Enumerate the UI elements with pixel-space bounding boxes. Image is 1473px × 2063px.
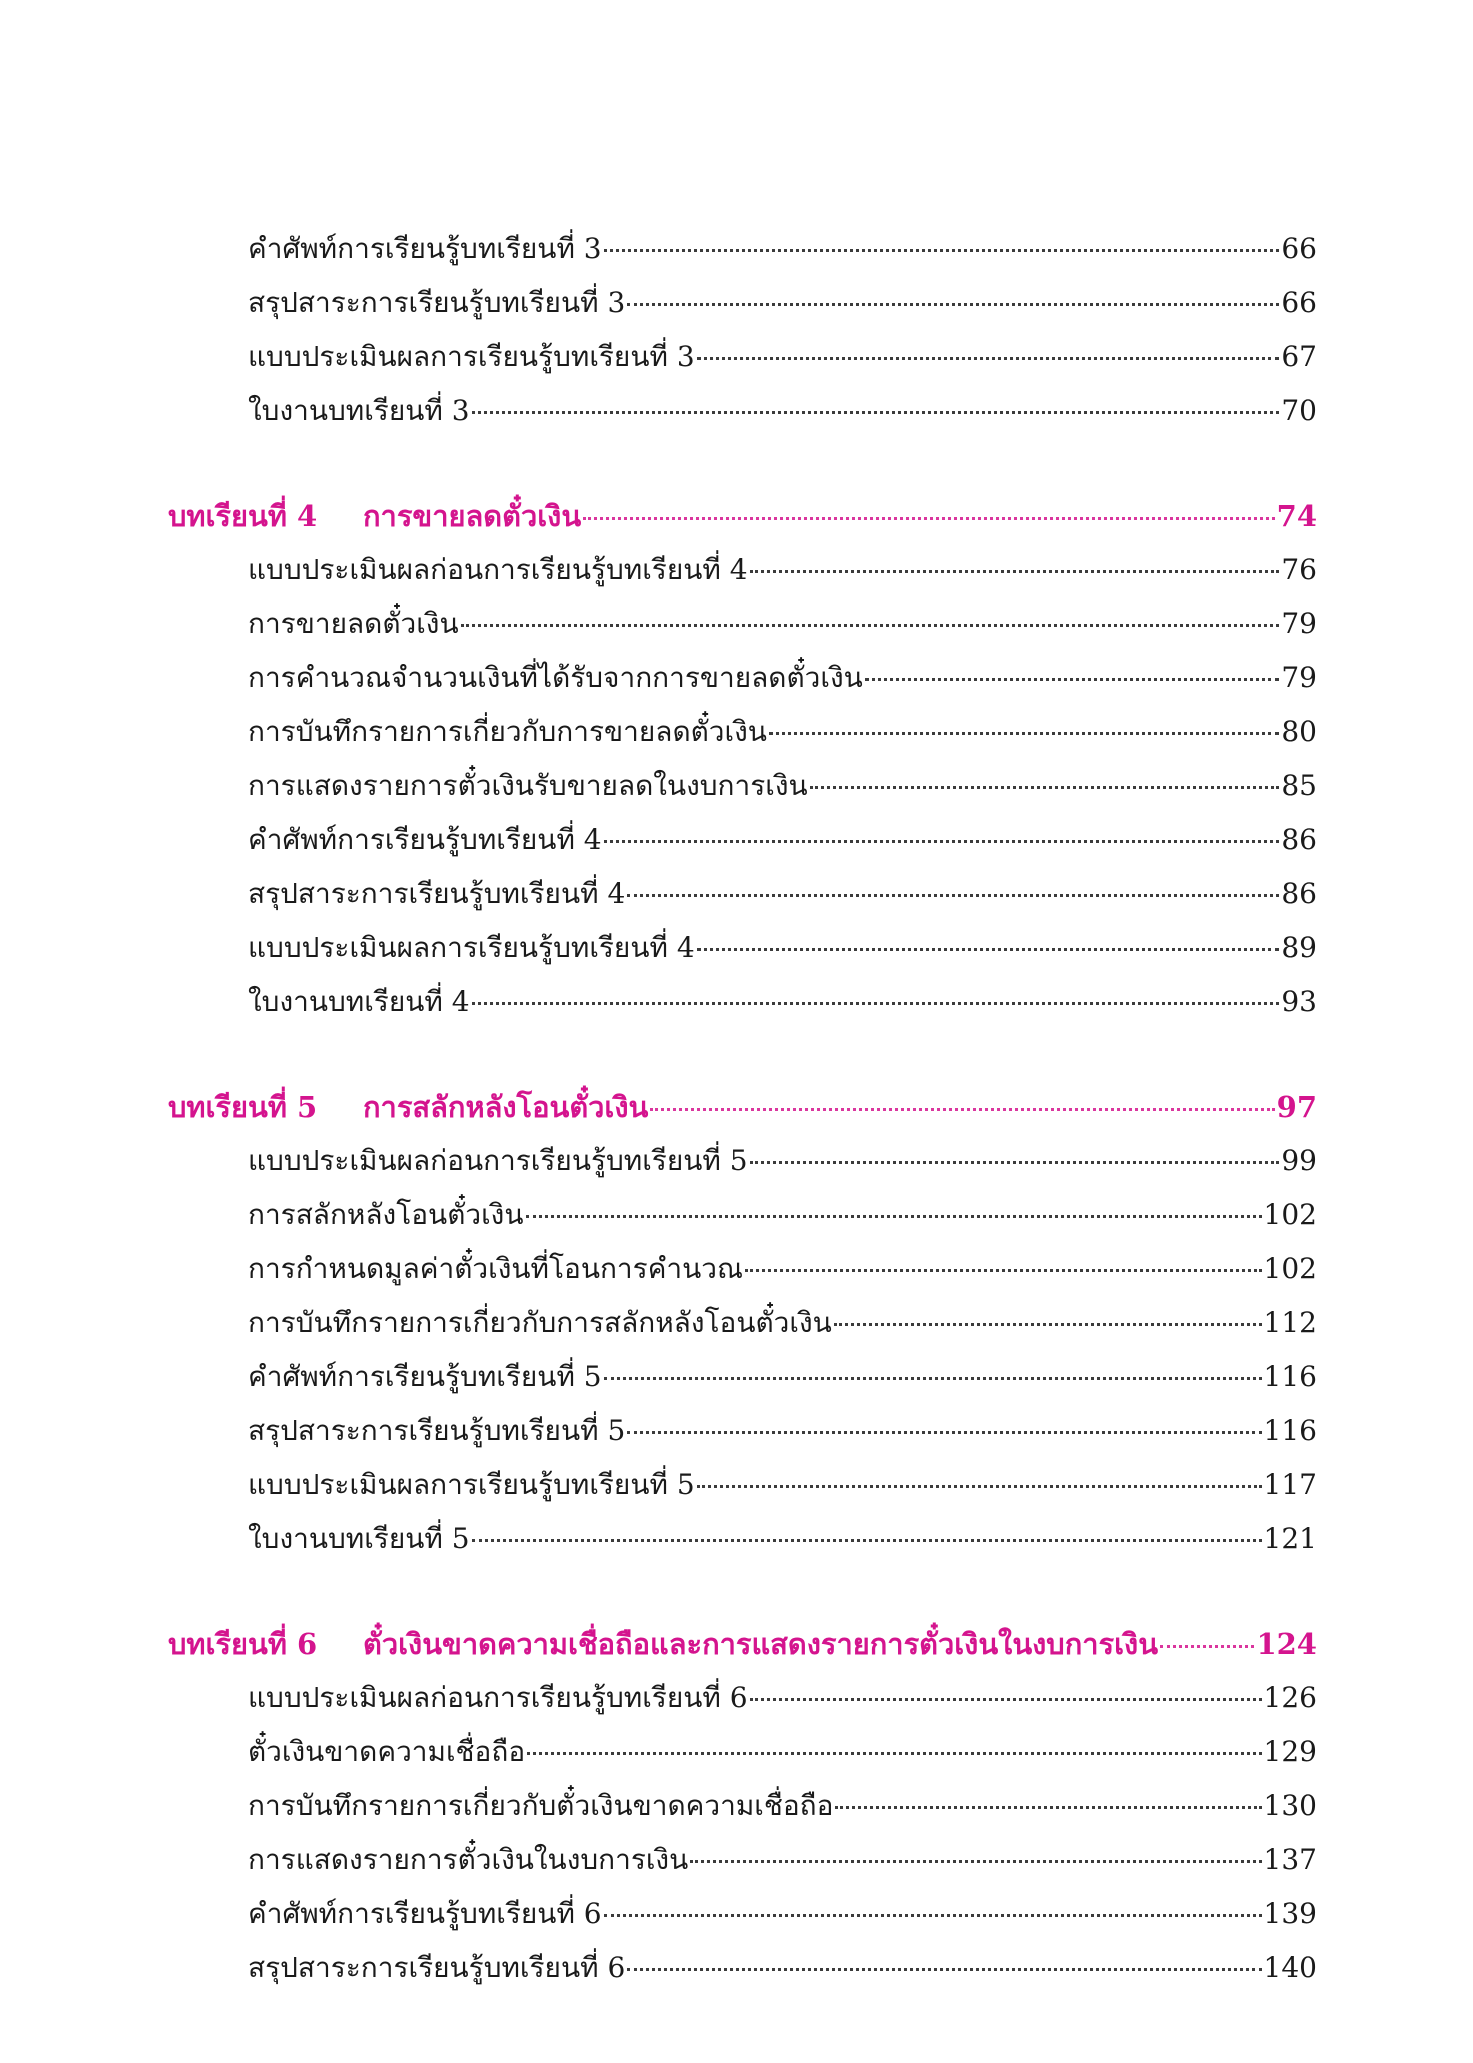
dot-leader xyxy=(1160,1645,1254,1648)
entry-title: ใบงานบทเรียนที่ 5 xyxy=(248,1522,470,1555)
toc-entry[interactable] xyxy=(168,1134,1317,1188)
entry-title: คำศัพท์การเรียนรู้บทเรียนที่ 4 xyxy=(248,823,602,856)
dot-leader xyxy=(650,1108,1274,1111)
toc-entry[interactable] xyxy=(168,921,1317,975)
entry-title: การกำหนดมูลค่าตั๋วเงินที่โอนการคำนวณ xyxy=(248,1252,743,1285)
dot-leader xyxy=(769,732,1279,735)
dot-leader xyxy=(750,570,1280,573)
dot-leader xyxy=(834,1323,1262,1326)
page-number: 89 xyxy=(1281,931,1317,964)
page-number: 97 xyxy=(1276,1090,1317,1124)
dot-leader xyxy=(472,411,1280,414)
entry-title: ตั๋วเงินขาดความเชื่อถือ xyxy=(248,1735,526,1768)
entry-title: การบันทึกรายการเกี่ยวกับการขายลดตั๋วเงิน xyxy=(248,715,767,748)
dot-leader xyxy=(472,1002,1280,1005)
toc-entry[interactable] xyxy=(168,1242,1317,1296)
toc-entry[interactable] xyxy=(168,759,1317,813)
entry-title: การบันทึกรายการเกี่ยวกับการสลักหลังโอนตั๋วเงิน xyxy=(248,1306,832,1339)
toc-entry[interactable] xyxy=(168,1458,1317,1512)
entry-title: การบันทึกรายการเกี่ยวกับตั๋วเงินขาดความเชื่อถือ xyxy=(248,1789,834,1822)
chapter-heading[interactable] xyxy=(168,1617,1317,1671)
dot-leader xyxy=(697,1485,1262,1488)
table-of-contents xyxy=(168,222,1317,1995)
chapter-number: บทเรียนที่ 5 xyxy=(168,1090,318,1124)
page-number: 117 xyxy=(1263,1468,1317,1501)
toc-entry[interactable] xyxy=(168,705,1317,759)
toc-entry[interactable] xyxy=(168,813,1317,867)
toc-section xyxy=(168,1080,1317,1566)
toc-entry[interactable] xyxy=(168,1671,1317,1725)
entry-title: แบบประเมินผลการเรียนรู้บทเรียนที่ 4 xyxy=(248,931,695,964)
page-number: 102 xyxy=(1263,1252,1317,1285)
dot-leader xyxy=(697,357,1280,360)
toc-entry[interactable] xyxy=(168,867,1317,921)
toc-entry[interactable] xyxy=(168,1725,1317,1779)
toc-entry[interactable] xyxy=(168,1404,1317,1458)
toc-entry[interactable] xyxy=(168,1350,1317,1404)
chapter-title: การสลักหลังโอนตั๋วเงิน xyxy=(363,1090,649,1124)
toc-section xyxy=(168,1617,1317,1995)
dot-leader xyxy=(750,1698,1262,1701)
toc-section xyxy=(168,489,1317,1029)
page-number: 86 xyxy=(1281,877,1317,910)
dot-leader xyxy=(690,1860,1261,1863)
dot-leader xyxy=(835,1806,1261,1809)
entry-title: ใบงานบทเรียนที่ 4 xyxy=(248,985,470,1018)
dot-leader xyxy=(472,1539,1262,1542)
page-number: 137 xyxy=(1263,1843,1317,1876)
page-number: 116 xyxy=(1263,1360,1317,1393)
dot-leader xyxy=(627,303,1279,306)
page-number: 74 xyxy=(1276,499,1317,533)
entry-title: แบบประเมินผลก่อนการเรียนรู้บทเรียนที่ 4 xyxy=(248,553,748,586)
page-number: 112 xyxy=(1263,1306,1317,1339)
toc-entry[interactable] xyxy=(168,651,1317,705)
page-number: 93 xyxy=(1281,985,1317,1018)
chapter-heading[interactable] xyxy=(168,489,1317,543)
entry-title: สรุปสาระการเรียนรู้บทเรียนที่ 5 xyxy=(248,1414,626,1447)
entry-title: แบบประเมินผลก่อนการเรียนรู้บทเรียนที่ 5 xyxy=(248,1144,748,1177)
entry-title: คำศัพท์การเรียนรู้บทเรียนที่ 3 xyxy=(248,232,602,265)
page-number: 86 xyxy=(1281,823,1317,856)
entry-title: สรุปสาระการเรียนรู้บทเรียนที่ 6 xyxy=(248,1951,626,1984)
toc-entry[interactable] xyxy=(168,222,1317,276)
toc-entry[interactable] xyxy=(168,1512,1317,1566)
dot-leader xyxy=(627,1431,1261,1434)
dot-leader xyxy=(527,1752,1261,1755)
entry-title: แบบประเมินผลการเรียนรู้บทเรียนที่ 3 xyxy=(248,340,695,373)
dot-leader xyxy=(627,1968,1261,1971)
dot-leader xyxy=(745,1269,1262,1272)
page-number: 126 xyxy=(1263,1681,1317,1714)
page-number: 124 xyxy=(1256,1627,1317,1661)
toc-entry[interactable] xyxy=(168,1887,1317,1941)
toc-entry[interactable] xyxy=(168,1188,1317,1242)
dot-leader xyxy=(604,249,1280,252)
entry-title: การขายลดตั๋วเงิน xyxy=(248,607,459,640)
entry-title: แบบประเมินผลก่อนการเรียนรู้บทเรียนที่ 6 xyxy=(248,1681,748,1714)
chapter-title: การขายลดตั๋วเงิน xyxy=(363,499,582,533)
dot-leader xyxy=(461,624,1280,627)
toc-entry[interactable] xyxy=(168,276,1317,330)
entry-title: ใบงานบทเรียนที่ 3 xyxy=(248,394,470,427)
dot-leader xyxy=(697,948,1280,951)
page-number: 139 xyxy=(1263,1897,1317,1930)
toc-entry[interactable] xyxy=(168,1779,1317,1833)
chapter-title: ตั๋วเงินขาดความเชื่อถือและการแสดงรายการตั๋วเงินในงบการเงิน xyxy=(363,1627,1159,1661)
toc-entry[interactable] xyxy=(168,1833,1317,1887)
page-number: 66 xyxy=(1281,232,1317,265)
dot-leader xyxy=(865,678,1280,681)
entry-title: คำศัพท์การเรียนรู้บทเรียนที่ 6 xyxy=(248,1897,602,1930)
page-number: 67 xyxy=(1281,340,1317,373)
chapter-number: บทเรียนที่ 6 xyxy=(168,1627,318,1661)
page-number: 70 xyxy=(1281,394,1317,427)
dot-leader xyxy=(604,1914,1262,1917)
page-number: 80 xyxy=(1281,715,1317,748)
toc-entry[interactable] xyxy=(168,384,1317,438)
entry-title: การแสดงรายการตั๋วเงินรับขายลดในงบการเงิน xyxy=(248,769,808,802)
dot-leader xyxy=(583,517,1275,520)
page-number: 121 xyxy=(1263,1522,1317,1555)
toc-entry[interactable] xyxy=(168,1941,1317,1995)
toc-entry[interactable] xyxy=(168,543,1317,597)
entry-title: การแสดงรายการตั๋วเงินในงบการเงิน xyxy=(248,1843,689,1876)
toc-section xyxy=(168,222,1317,438)
entry-title: คำศัพท์การเรียนรู้บทเรียนที่ 5 xyxy=(248,1360,602,1393)
dot-leader xyxy=(627,894,1279,897)
page-number: 79 xyxy=(1281,661,1317,694)
page-number: 85 xyxy=(1281,769,1317,802)
entry-title: แบบประเมินผลการเรียนรู้บทเรียนที่ 5 xyxy=(248,1468,695,1501)
page-number: 140 xyxy=(1263,1951,1317,1984)
dot-leader xyxy=(810,786,1280,789)
dot-leader xyxy=(750,1161,1280,1164)
entry-title: การคำนวณจำนวนเงินที่ได้รับจากการขายลดตั๋วเงิน xyxy=(248,661,863,694)
page-number: 129 xyxy=(1263,1735,1317,1768)
chapter-heading[interactable] xyxy=(168,1080,1317,1134)
page-number: 130 xyxy=(1263,1789,1317,1822)
chapter-number: บทเรียนที่ 4 xyxy=(168,499,318,533)
entry-title: สรุปสาระการเรียนรู้บทเรียนที่ 3 xyxy=(248,286,626,319)
toc-entry[interactable] xyxy=(168,1296,1317,1350)
toc-entry[interactable] xyxy=(168,597,1317,651)
entry-title: สรุปสาระการเรียนรู้บทเรียนที่ 4 xyxy=(248,877,626,910)
page-number: 99 xyxy=(1281,1144,1317,1177)
page-number: 116 xyxy=(1263,1414,1317,1447)
page-number: 79 xyxy=(1281,607,1317,640)
page-number: 76 xyxy=(1281,553,1317,586)
page-number: 102 xyxy=(1263,1198,1317,1231)
toc-entry[interactable] xyxy=(168,330,1317,384)
page-number: 66 xyxy=(1281,286,1317,319)
dot-leader xyxy=(526,1215,1262,1218)
toc-entry[interactable] xyxy=(168,975,1317,1029)
dot-leader xyxy=(604,1377,1262,1380)
dot-leader xyxy=(604,840,1280,843)
entry-title: การสลักหลังโอนตั๋วเงิน xyxy=(248,1198,524,1231)
